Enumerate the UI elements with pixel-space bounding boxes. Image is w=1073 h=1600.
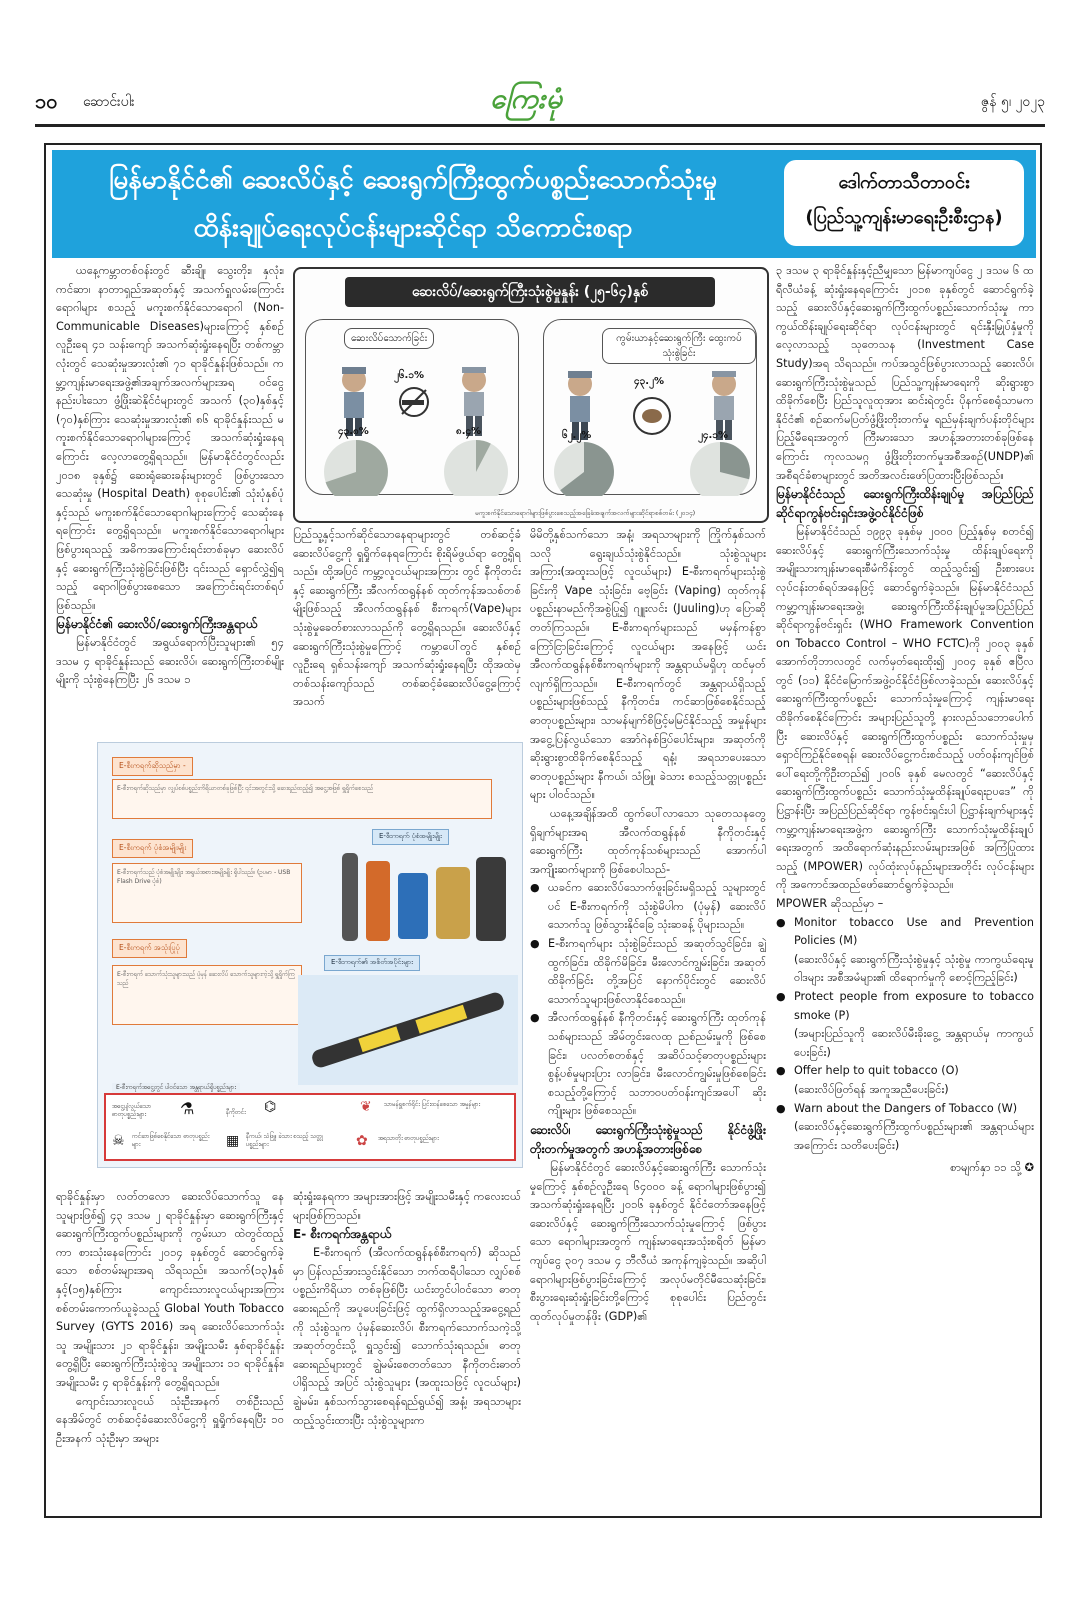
total-smoking-pct: ၂၆.၁%	[394, 370, 424, 381]
list-item-mm: (အများပြည်သူကို ဆေးလိပ်မီးခိုးငွေ့ အန္တရာယ်မှ ကာကွယ်ပေးခြင်း)	[794, 1027, 1034, 1059]
poster-text-box: E-စီးကရက်သည် ပုံစံအမျိုးမျိုး၊ အရွယ်အစားအမျိုးမျိုး ရှိပါသည်။ (ဥပမာ - USB Flash Drive ပုံစံ)	[112, 863, 302, 923]
byline-box	[784, 160, 1024, 246]
metal-icon: ▦	[226, 1133, 240, 1149]
poster-caption: E-စီးကရက်၏ အစိတ်အပိုင်းများ	[324, 955, 420, 971]
column-3	[530, 526, 766, 1486]
paragraph: ဆုံးရှုံးနေရကာ အများအားဖြင့် အမျိုးသမီးနှင့် ကလေးငယ်များဖြစ်ကြသည်။	[293, 1190, 521, 1222]
list-item-en: Monitor tobacco Use and Prevention Policies (M)	[794, 915, 1034, 948]
chewing-panel	[543, 319, 757, 495]
harm-box-title: E-စီးကရက်အငွေ့တွင် ပါဝင်သော အန္တရာယ်ရှိပစ္စည်းများ	[112, 1083, 240, 1093]
list-heading: MPOWER ဆိုသည်မှာ –	[776, 897, 884, 910]
female-chewing-pct: ၂၄.၁%	[698, 430, 728, 441]
issue-date: ဇွန် ၅၊ ၂၀၂၃	[980, 94, 1045, 110]
pie-male-icon	[554, 442, 614, 496]
female-smoking-pct: ၈.၄%	[456, 426, 482, 437]
effects-list	[530, 879, 766, 1121]
list-item-mm: (ဆေးလိပ်ဖြတ်ရန် အကူအညီပေးခြင်း)	[794, 1082, 949, 1096]
paragraph: ယနေ့အချိန်အထိ ထွက်ပေါ်လာသော သုတေသနတွေ့ရှိချက်များအရ အီလက်ထရွန်နစ် နီကိုတင်းနှင့် ဆေးရွက်ကြီး ထုတ်ကုန်သစ်များသည် အောက်ပါအကျိုးဆက်များကို ဖြစ်စေပါသည်-	[530, 806, 766, 876]
paragraph: မြန်မာနိုင်ငံတွင် ဆေးလိပ်နှင့်ဆေးရွက်ကြီး သောက်သုံးမှုကြောင့် နှစ်စဉ်လူဦးရေ ၆၄၀၀၀ ခန့် ရောဂါများဖြစ်ပွား၍ အသက်ဆုံးရှုံးနေရပြီး ၂၀၁၆ ခုနှစ်တွင် နိုင်ငံတော်အနေဖြင့် ဆေးလိပ်နှင့် ဆေးရွက်ကြီးသောက်သုံးမှုကြောင့် ဖြစ်ပွားသော ရောဂါများအတွက် ကျန်းမာရေးအသုံးစရိတ် မြန်မာကျပ်ငွေ ၃၀၇ ဒသမ ၄ ဘီလီယံ အကုန်ကျခဲ့သည်။ အဆိုပါရောဂါများဖြစ်ပွားခြင်းကြောင့် အလုပ်မတိုင်မီသေဆုံးခြင်း၊ စီးပွားရေးဆုံးရှုံးခြင်းတို့ကြောင့် စုစုပေါင်း ပြည်တွင်းထုတ်လုပ်မှုတန်ဖိုး (GDP)၏	[530, 1161, 766, 1323]
cigarette-icon	[400, 388, 428, 416]
paragraph: ရာခိုင်နှုန်းမှာ လတ်တလော ဆေးလိပ်သောက်သူ နေသူများဖြစ်၍ ၄၃ ဒသမ ၂ ရာခိုင်နှုန်းမှာ ဆေးရွက်ကြီးနှင့် ဆေးရွက်ကြီးထွက်ပစ္စည်းများကို ကွမ်းယာ ထဲတွင်ထည့်ကာ စားသုံးနေကြောင်း ၂၀၁၄ ခုနှစ်တွင် ဆောင်ရွက်ခဲ့သော စစ်တမ်းများအရ သိရသည်။ အသက်(၁၃)နှစ်နှင့်(၁၅)နှစ်ကြား ကျောင်းသားလူငယ်များအကြား စစ်တမ်းကောက်ယူခဲ့သည့် Global Youth Tobacco Survey (GYTS 2016) အရ ဆေးလိပ်သောက်သုံးသူ အမျိုးသား ၂၁ ရာခိုင်နှုန်း၊ အမျိုးသမီး နှစ်ရာခိုင်နှုန်းတွေ့ရှိပြီး ဆေးရွက်ကြီးသုံးစွဲသူ အမျိုးသား ၁၁ ရာခိုင်နှုန်း၊ အမျိုးသမီး ၄ ရာခိုင်နှုန်းကို တွေ့ရှိရသည်။	[56, 1190, 284, 1389]
title-banner	[52, 150, 1036, 258]
harmful-substances-box	[104, 1084, 516, 1161]
column-1-upper	[56, 262, 284, 736]
continued-marker: စာမျက်နှာ ၁၁ သို့ ✪	[950, 1161, 1034, 1175]
paragraph: E-စီးကရက် (အီလက်ထရွန်နစ်စီးကရက်) ဆိုသည်မှာ ပြန်လည်အားသွင်းနိုင်သော ဘက်ထရီပါသော လျှပ်စစ်ပစ္စည်းကိရိယာ တစ်ခုဖြစ်ပြီး ယင်းတွင်ပါဝင်သော ဓာတုဆေးရည်ကို အပူပေးခြင်းဖြင့် ထွက်ရှိလာသည့်အငွေ့ရည်ကို သုံးစွဲသူက ပုံမှန်ဆေးလိပ်၊ စီးကရက်သောက်သကဲ့သို့ အဆုတ်တွင်းသို့ ရှူသွင်း၍ သောက်သုံးရသည်။ ဓာတုဆေးရည်များတွင် ချွဲမမ်းစေတတ်သော နီကိုတင်းဓာတ်ပါရှိသည့် အပြင် သုံးစွဲသူများ (အထူးသဖြင့် လူငယ်များ) ချွဲမမ်း၊ နှစ်သက်သွားစေရန်ရည်ရွယ်၍ အနံ့၊ အရသာများ ထည့်သွင်းထားပြီး သုံးစွဲသူများက	[293, 1246, 521, 1427]
chewing-figures-svg	[544, 320, 758, 496]
mpower-list	[776, 914, 1034, 1156]
paragraph: ပြည်သူ့နှင့်သက်ဆိုင်သောနေရာများတွင် တစ်ဆင့်ခံ ဆေးလိပ်ငွေ့ကို ရှူရှိုက်နေရကြောင်း စိုးရိမ်ဖွယ်ရာ တွေ့ရှိရသည်။ ထို့အပြင် ကမ္ဘာ့လူငယ်များအကြား တွင် နီကိုတင်းနှင့် ဆေးရွက်ကြီး အီလက်ထရွန်နစ် ထုတ်ကုန်အသစ်တစ်မျိုးဖြစ်သည့် အီလက်ထရွန်နစ် စီးကရက်(Vape)များ သုံးစွဲမှုခေတ်စားလာသည်ကို တွေ့ရှိရသည်။ ဆေးလိပ်နှင့် ဆေးရွက်ကြီးသုံးစွဲမှုကြောင့် ကမ္ဘာပေါ်တွင် နှစ်စဉ်လူဦးရေ ရှစ်သန်းကျော် အသက်ဆုံးရှုံးနေရပြီး ထိုအထဲမှ တစ်သန်းကျော်သည် တစ်ဆင့်ခံဆေးလိပ်ငွေ့ကြောင့် အသက်	[293, 528, 521, 709]
list-item: ● အီလက်ထရွန်နစ် နီကိုတင်းနှင့် ဆေးရွက်ကြီး ထုတ်ကုန်သစ်များသည် အိမ်တွင်းလေထု ညစ်ညမ်းမှုကို ဖြစ်စေခြင်း၊ ပလတ်စတစ်နှင့် အဆိပ်သင့်ဓာတုပစ္စည်းများ စွန့်ပစ်မှုများပြား လာခြင်း၊ မီးလောင်ကျွမ်းမှုဖြစ်စေခြင်း စသည့်တို့ကြောင့် သဘာဝပတ်ဝန်းကျင်အပေါ် ဆိုးကျိုးများ ဖြစ်စေသည်။	[530, 1009, 766, 1121]
paragraph: မိမိတို့နှစ်သက်သော အနံ့၊ အရသာများကို ကြိုက်နှစ်သက်သလို ရွေးချယ်သုံးစွဲနိုင်သည်။ သုံးစွဲသူများအကြား(အထူးသဖြင့် လူငယ်များ) E-စီးကရက်များသုံးစွဲခြင်းကို Vape သုံးခြင်း၊ ဗေ့ခြင်း (Vaping) ထုတ်ကုန်ပစ္စည်းနာမည်ကိုအစွဲပြု၍ ဂျူးလင်း (Juuling)ဟု ပြောဆိုတတ်ကြသည်။ E-စီးကရက်များသည် မမှန်ကန်စွာ ကြော်ငြာခြင်းကြောင့် လူငယ်များ အနေဖြင့် ယင်းအီလက်ထရွန်နစ်စီးကရက်များကို အန္တရာယ်မရှိဟု ထင်မှတ်လျက်ရှိကြသည်။ E-စီးကရက်တွင် အန္တရာယ်ရှိသည့် ပစ္စည်းများဖြစ်သည့် နီကိုတင်း၊ ကင်ဆာဖြစ်စေနိုင်သည့် ဓာတုပစ္စည်းများ၊ သာမန်မျက်စိဖြင့်မမြင်နိုင်သည့် အမှုန်များ အငွေ့ပြန်လွယ်သော အော်ဂဲနစ်ဒြပ်ပေါင်းများ၊ အဆုတ်ကို ဆိုးရွားစွာထိခိုက်စေနိုင်သည့် ရနံ့၊ အရသာပေးသော ဓာတုပစ္စည်းများ နီကယ်၊ သံဖြူ၊ ခဲသား စသည့်သတ္တုပစ္စည်းများ ပါဝင်သည်။	[530, 528, 766, 802]
article-title-line1: မြန်မာနိုင်ငံ၏ ဆေးလိပ်နှင့် ဆေးရွက်ကြီးထွက်ပစ္စည်းသောက်သုံးမှု	[108, 165, 717, 195]
usage-rate-infographic	[293, 267, 769, 523]
poster-caption: E-စီးကရက် ပုံစံအမျိုးမျိုး	[372, 829, 449, 845]
panel-label: ကွမ်းယာနှင့်ဆေးရွက်ကြီး ထွေးကပ်သုံးစွဲခြင်း	[602, 328, 756, 364]
infographic-title: ဆေးလိပ်/ဆေးရွက်ကြီးသုံးစွဲမှုနှုန်း (၂၅-၆၄)နှစ်	[345, 277, 715, 307]
poster-tag: E-စီးကရက်ဆိုသည်မှာ -	[112, 757, 193, 776]
page-number: ၁၀	[35, 89, 58, 113]
page-header	[35, 80, 1045, 120]
section-heading: E- စီးကရက်အန္တရာယ်	[293, 1227, 392, 1242]
author-role: (ပြည်သူ့ကျန်းမာရေးဦးစီးဌာန)	[805, 207, 1003, 228]
section-heading: မြန်မာနိုင်ငံသည် ဆေးရွက်ကြီးထိန်းချုပ်မှု အပြည်ပြည်ဆိုင်ရာကွန်ဗင်းရှင်းအဖွဲ့ဝင်နိုင်ငံဖြစ်	[776, 487, 1034, 521]
list-item: ● ယခင်က ဆေးလိပ်သောက်ဖူးခြင်းမရှိသည့် သူများတွင်ပင် E-စီးကရက်ကို သုံးစွဲမိပါက (ပုံမှန်) ဆေးလိပ်သောက်သူ ဖြစ်သွားနိုင်ခြေ သုံးဆခန့် ပိုများသည်။	[530, 879, 766, 935]
harm-item: နီကယ်၊ သံဖြူ၊ ခဲသား စသည့် သတ္တုပစ္စည်းများ	[246, 1133, 323, 1148]
vape-devices-image	[334, 843, 514, 953]
list-item-en: Protect people from exposure to tobacco smoke (P)	[794, 989, 1034, 1022]
column-4	[776, 262, 1034, 1488]
list-item	[776, 1062, 1034, 1099]
paragraph: မြန်မာနိုင်ငံတွင် အရွယ်ရောက်ပြီးသူများ၏ ၅၄ ဒသမ ၄ ရာခိုင်နှုန်းသည် ဆေးလိပ်၊ ဆေးရွက်ကြီးတစ်မျိုးမျိုးကို သုံးစွဲနေကြပြီး ၂၆ ဒသမ ၁	[56, 636, 284, 687]
harm-item: သာမန်ရှူစက်ရိုင်း ပြင်းထန်စေသော အမှုန်များ	[384, 1101, 481, 1108]
list-item-en: Offer help to quit tobacco (O)	[794, 1064, 959, 1078]
lungs-icon: ❦	[360, 1099, 372, 1115]
flask-icon: ⚗	[180, 1099, 195, 1118]
betel-quid-icon	[634, 398, 670, 434]
male-smoking-pct: ၄၃.၈%	[338, 426, 369, 437]
list-item: ● E-စီးကရက်များ သုံးစွဲခြင်းသည် အဆုတ်သွင်ခြင်း၊ ချွဲထွက်ခြင်း၊ ထိခိုက်မိခြင်း၊ မီးလောင်ကျွမ်းခြင်း၊ အဆုတ်ထိခိုက်ခြင်း တို့အပြင် နောက်ပိုင်းတွင် ဆေးလိပ်သောက်သူများဖြစ်လာနိုင်စေသည်။	[530, 935, 766, 1009]
section-name: ဆောင်းပါး	[83, 94, 135, 110]
pie-female-icon	[444, 440, 508, 496]
male-chewing-pct: ၆၂.၂%	[562, 430, 592, 441]
total-chewing-pct: ၄၃.၂%	[634, 376, 664, 387]
section-heading: ဆေးလိပ်၊ ဆေးရွက်ကြီးသုံးစွဲမှုသည် နိုင်ငံဖွံ့ဖြိုးတိုးတက်မှုအတွက် အဟန့်အတားဖြစ်စေ	[530, 1123, 766, 1156]
paragraph: ယနေ့ကမ္ဘာတစ်ဝန်းတွင် ဆီးချို၊ သွေးတိုး၊ နှလုံး၊ ကင်ဆာ၊ နာတာရှည်အဆုတ်နှင့် အသက်ရှူလမ်းကြောင်းရောဂါများ စသည့် မကူးစက်နိုင်သောရောဂါ (Non-Communicable Diseases)များကြောင့် နှစ်စဉ်လူဦးရေ ၄၁ သန်းကျော် အသက်ဆုံးရှုံးနေရပြီး တစ်ကမ္ဘာလုံးတွင် သေဆုံးမှုအားလုံး၏ ၇၁ ရာခိုင်နှုန်းဖြစ်သည်။ ကမ္ဘာ့ကျန်းမာရေးအဖွဲ့၏အချက်အလက်များအရ ဝင်ငွေနည်းပါးသော ဖွံ့ဖြိုးဆဲနိုင်ငံများတွင် အသက် (၃၀)နှစ်နှင့် (၇၀)နှစ်ကြား သေဆုံးမှုအားလုံး၏ ၈၆ ရာခိုင်နှုန်းသည် မကူးစက်နိုင်သောရောဂါများကြောင့် အသက်ဆုံးရှုံးနေရကြောင်း လေ့လာတွေ့ရှိရသည်။ မြန်မာနိုင်ငံတွင်လည်း ၂၀၁၈ ခုနှစ်၌ ဆေးရုံဆေးခန်းများတွင် ဖြစ်ပွားသော သေဆုံးမှု (Hospital Death) စုစုပေါင်း၏ သုံးပုံနှစ်ပုံနှင့်သည် မကူးစက်နိုင်သောရောဂါများကြောင့် သေဆုံးနေရကြောင်း တွေ့ရှိရသည်။ မကူးစက်နိုင်သောရောဂါများ ဖြစ်ပွားရသည့် အဓိကအကြောင်းရင်းတစ်ခုမှာ ဆေးလိပ်နှင့် ဆေးရွက်ကြီးသုံးစွဲခြင်းဖြစ်ပြီး ၎င်းသည် ရှောင်လွှဲ၍ရသည့် ရောဂါဖြစ်ပွားစေသော အကြောင်းရင်းတစ်ရပ်ဖြစ်သည်။	[56, 264, 284, 612]
list-item-mm: (ဆေးလိပ်နှင့်ဆေးရွက်ကြီးထွက်ပစ္စည်းများ၏ အန္တရာယ်များအကြောင်း သတိပေးခြင်း)	[794, 1120, 1034, 1152]
poster-text-box: E-စီးကရက်ဆိုသည်မှာ လျှပ်စစ်ပစ္စည်းကိရိယာတစ်ခုဖြစ်ပြီး ၎င်းအတွင်းသို့ ဆေးရည်ထည့်၍ အငွေ့အဖြစ် ရှူရှိုက်စေသည်	[112, 779, 492, 819]
paragraph: မြန်မာနိုင်ငံသည် ၁၉၉၃ ခုနှစ်မှ ၂၀၀၀ ပြည့်နှစ်မှ စတင်၍ ဆေးလိပ်နှင့် ဆေးရွက်ကြီးသောက်သုံးမှု ထိန်းချုပ်ရေးကို အမျိုးသားကျန်းမာရေးစီမံကိန်းတွင် ထည့်သွင်း၍ ဦးစားပေးလုပ်ငန်းတစ်ရပ်အနေဖြင့် ဆောင်ရွက်ခဲ့သည်။ မြန်မာနိုင်ငံသည် ကမ္ဘာ့ကျန်းမာရေးအဖွဲ့၊ ဆေးရွက်ကြီးထိန်းချုပ်မှုအပြည်ပြည်ဆိုင်ရာကွန်ဗင်းရှင်း (WHO Framework Convention on Tobacco Control – WHO FCTC)ကို ၂၀၀၃ ခုနှစ် အောက်တိုဘာလတွင် လက်မှတ်ရေးထိုး၍ ၂၀၀၄ ခုနှစ် ဧပြီလတွင် (၁၁) နိုင်ငံမြောက်အဖွဲ့ဝင်နိုင်ငံဖြစ်လာခဲ့သည်။ ဆေးလိပ်နှင့် ဆေးရွက်ကြီးထွက်ပစ္စည်း သောက်သုံးမှုကြောင့် ကျန်းမာရေးထိခိုက်စေနိုင်ကြောင်း အများပြည်သူတို့ နားလည်သဘောပေါက်ပြီး ဆေးလိပ်နှင့် ဆေးရွက်ကြီးထွက်ပစ္စည်း သောက်သုံးမှုမှရှောင်ကြဉ်နိုင်စေရန်၊ ဆေးလိပ်ငွေ့ကင်းစင်သည့် ပတ်ဝန်းကျင်ဖြစ်ပေါ်ရေးတို့ကိုဦးတည်၍ ၂၀၀၆ ခုနှစ် မေလတွင် “ဆေးလိပ်နှင့် ဆေးရွက်ကြီးထွက်ပစ္စည်း သောက်သုံးမှုထိန်းချုပ်ရေးဥပဒေ” ကို ပြဋ္ဌာန်းပြီး အပြည်ပြည်ဆိုင်ရာ ကွန်ဗင်းရှင်းပါ ပြဋ္ဌာန်းချက်များနှင့် ကမ္ဘာ့ကျန်းမာရေးအဖွဲ့က ဆေးရွက်ကြီး သောက်သုံးမှုထိန်းချုပ်ရေးအတွက် အထိရောက်ဆုံးနည်းလမ်းများအဖြစ် အကြံပြုထားသည့် (MPOWER) လုပ်ထုံးလုပ်နည်းများအတိုင်း လုပ်ငန်းများကို အကောင်အထည်ဖော်ဆောင်ရွက်ခဲ့သည်။	[776, 525, 1034, 892]
harm-item: နီကိုတင်း	[226, 1109, 246, 1116]
list-item	[776, 914, 1034, 988]
list-item	[776, 1100, 1034, 1156]
poster-tag: E-စီးကရက် အသုံးပြုပုံ	[112, 939, 187, 958]
column-1-lower	[56, 1188, 284, 1488]
list-item-mm: (ဆေးလိပ်နှင့် ဆေးရွက်ကြီးသုံးစွဲမှုနှင့် သုံးစွဲမှု ကာကွယ်ရေးမူဝါဒများ အစီအမံများ၏ ထိရောက်မှုကို စောင့်ကြည့်ခြင်း)	[794, 952, 1034, 985]
paragraph: ကျောင်းသားလူငယ် သုံးဦးအနက် တစ်ဦးသည် နေအိမ်တွင် တစ်ဆင့်ခံဆေးလိပ်ငွေ့ကို ရှူရှိုက်နေရပြီး ၁၀ ဦးအနက် သုံးဦးမှာ အများ	[56, 1394, 284, 1445]
e-cigarette-poster	[97, 742, 523, 1168]
smoking-figures-svg	[306, 320, 520, 496]
panel-label: ဆေးလိပ်သောက်ခြင်း	[344, 328, 434, 349]
harm-item: ကင်ဆာဖြစ်စေနိုင်သော ဓာတုပစ္စည်းများ	[132, 1133, 210, 1148]
list-item-en: Warn about the Dangers of Tobacco (W)	[794, 1101, 1018, 1115]
section-heading: မြန်မာနိုင်ငံ၏ ဆေးလိပ်/ဆေးရွက်ကြီးအန္တရာယ်	[56, 617, 258, 632]
molecule-icon: ⌬	[264, 1099, 277, 1115]
smoking-panel	[305, 319, 519, 495]
harm-item: အငွေ့ပျံလွယ်သော ဓာတုပစ္စည်းများ	[112, 1103, 152, 1118]
article-title-line2: ထိန်းချုပ်ရေးလုပ်ငန်းများဆိုင်ရာ သိကောင်းစရာ	[193, 213, 633, 243]
masthead-logo: ကြေးမုံ	[490, 82, 563, 115]
poster-tag: E-စီးကရက် ပုံစံအမျိုးမျိုး	[112, 839, 193, 858]
pie-male-icon	[324, 440, 388, 496]
column-2-lower	[293, 1188, 521, 1488]
skull-icon: ☠	[112, 1133, 125, 1149]
infographic-source: မကူးစက်နိုင်သောရောဂါများဖြစ်ပွားစေသည့်အခြေခံအချက်အလက်များဆိုင်ရာစစ်တမ်း (၂၀၁၄)	[475, 509, 696, 517]
paragraph: ၃ ဒသမ ၃ ရာခိုင်နှုန်းနှင့်ညီမျှသော မြန်မာကျပ်ငွေ ၂ ဒသမ ၆ ထရီလီယံခန့် ဆုံးရှုံးနေရကြောင်း ၂၀၁၈ ခုနှစ်တွင် ဆောင်ရွက်ခဲ့သည့် ဆေးလိပ်နှင့်ဆေးရွက်ကြီးထွက်ပစ္စည်းသောက်သုံးမှု ကာကွယ်ထိန်းချုပ်ရေးဆိုင်ရာ လုပ်ငန်းများတွင် ရင်းနှီးမြှုပ်နှံမှုကို လေ့လာသည့် သုတေသန (Investment Case Study)အရ သိရသည်။ ကပ်အသွင်ဖြစ်ပွားလာသည့် ဆေးလိပ်၊ ဆေးရွက်ကြီးသုံးစွဲမှုသည် ပြည်သူ့ကျန်းမာရေးကို ဆိုးရွားစွာထိခိုက်စေပြီး ပြည်သူလူထုအား ဆင်းရဲတွင်း ပိုနက်စေရုံသာမက နိုင်ငံ၏ စဉ်ဆက်မပြတ်ဖွံ့ဖြိုးတိုးတက်မှု ရည်မှန်းချက်ပန်းတိုင်များ ပြည့်မီရေးအတွက် ကြီးမားသော အဟန့်အတားတစ်ခုဖြစ်နေကြောင်း ကုလသမဂ္ဂ ဖွံ့ဖြိုးတိုးတက်မှုအစီအစဉ်(UNDP)၏ အစီရင်ခံစာများတွင် အတိအလင်းဖော်ပြထားပြီးဖြစ်သည်။	[776, 264, 1034, 482]
flavour-icon: ✿	[356, 1133, 368, 1149]
harm-item: အရသာတိုး ဓာတုပစ္စည်းများ	[378, 1135, 439, 1142]
vape-anatomy-diagram	[298, 975, 518, 1085]
column-2-upper	[293, 526, 521, 736]
author-name: ဒေါက်တာသီတာဝင်း	[838, 172, 970, 193]
pie-female-icon	[690, 442, 750, 496]
list-item	[776, 988, 1034, 1062]
header-divider	[35, 124, 1045, 127]
poster-text-box: E-စီးကရက် သောက်သုံးသူများသည် ပုံမှန် ဆေးလိပ် သောက်သူများကဲ့သို့ ရှူရှိုက်ကြသည်	[112, 965, 302, 1025]
